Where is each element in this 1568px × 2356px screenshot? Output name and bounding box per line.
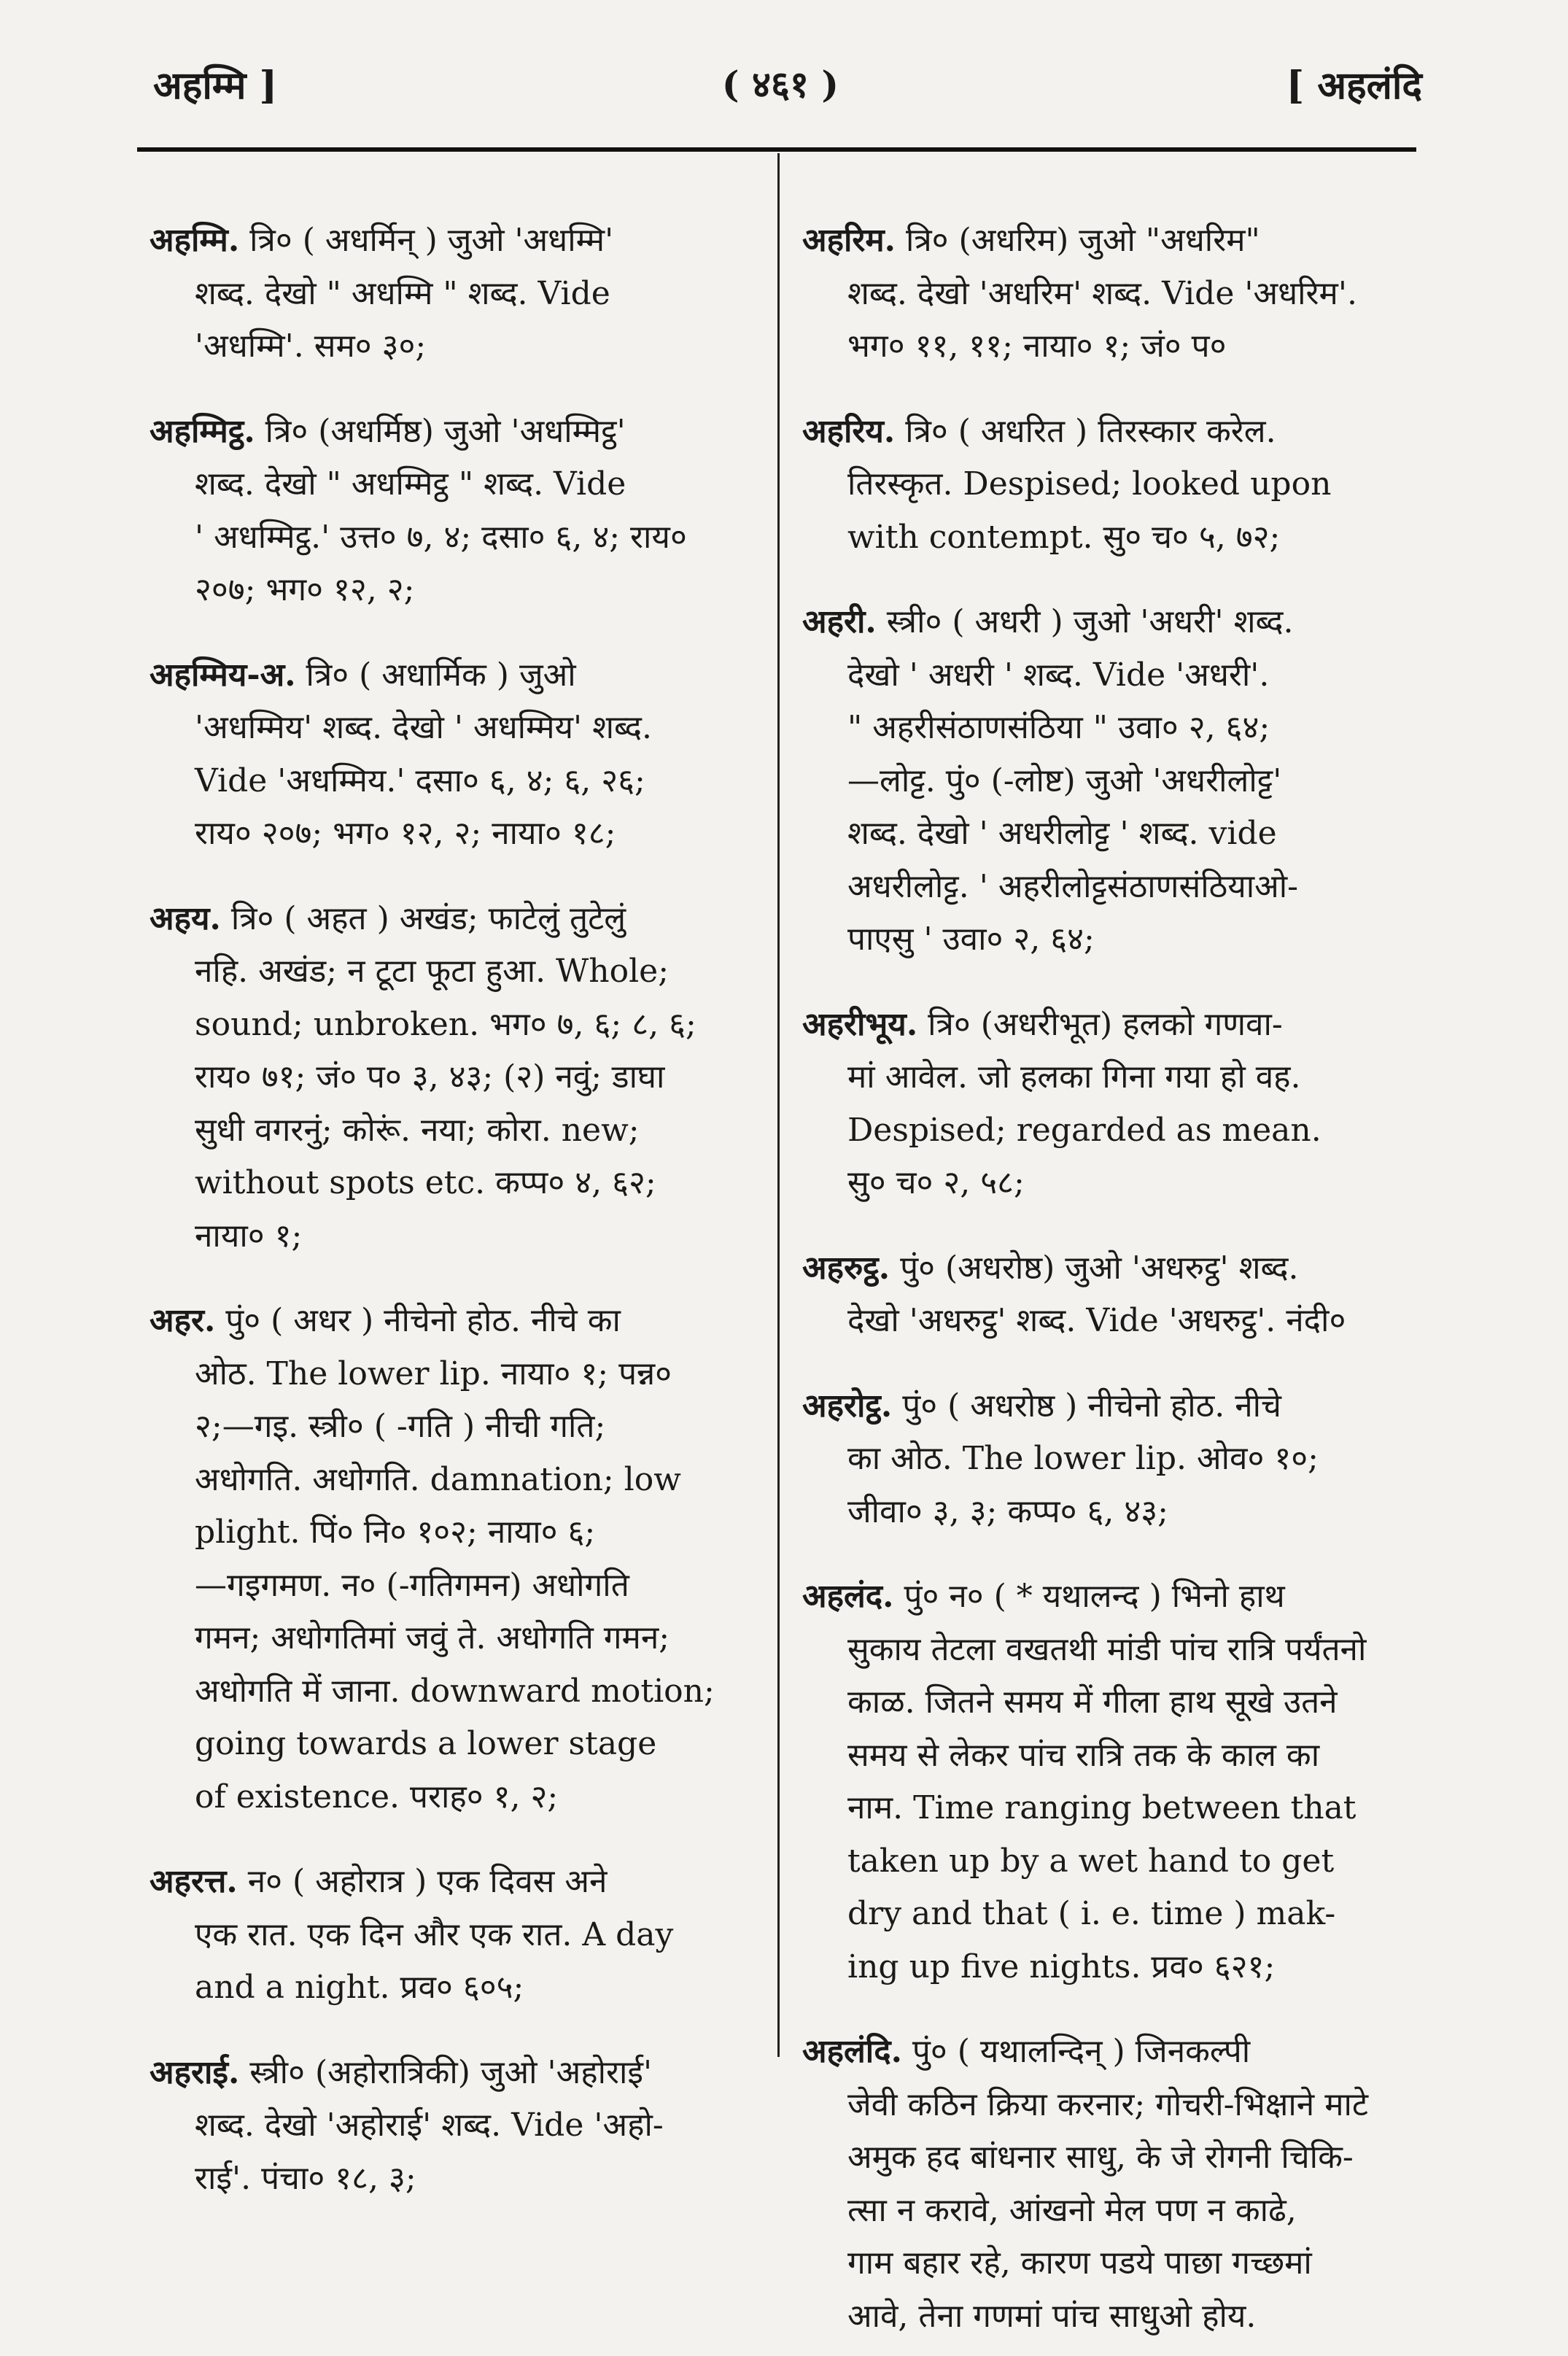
- entry-headword: अहरिम.: [802, 222, 896, 259]
- entry-headword: अहम्मिय-अ.: [150, 656, 296, 694]
- entry-headword: अहलंदि.: [802, 2033, 902, 2070]
- entry-text: त्रि० ( अधार्मिक ) जुओ 'अधम्मिय' शब्द. देखो ' अधम्मिय' शब्द. Vide 'अधम्मिय.' दसा० ६, ४; ६, २६; राय० २०७; भग० १२, २; नाया० १८;: [195, 656, 653, 852]
- header-left-guideword: अहम्मि ]: [153, 63, 278, 108]
- header-rule: [137, 147, 1416, 152]
- entry-headword: अहरुट्ठ.: [802, 1249, 890, 1287]
- dictionary-entry: [150, 1856, 755, 2015]
- entry-headword: अहरी.: [802, 603, 877, 640]
- dictionary-entry: [150, 406, 755, 617]
- entry-text: न० ( अहोरात्र ) एक दिवस अने एक रात. एक दिन और एक रात. A day and a night. प्रव० ६०५;: [195, 1863, 674, 2006]
- entry-headword: अहय.: [150, 899, 221, 937]
- dictionary-entry: [802, 1570, 1408, 1993]
- dictionary-entry: [802, 1380, 1408, 1539]
- entry-headword: अहरिय.: [802, 412, 896, 450]
- dictionary-entry: [150, 2047, 755, 2206]
- dictionary-entry: [802, 596, 1408, 966]
- dictionary-entry: [802, 406, 1408, 565]
- dictionary-entry: [802, 999, 1408, 1210]
- right-column: [802, 182, 1408, 2356]
- entry-headword: अहम्मिट्ठ.: [150, 412, 255, 450]
- dictionary-entry: [150, 214, 755, 373]
- entry-headword: अहम्मि.: [150, 222, 240, 259]
- entry-text: स्त्री० (अहोरात्रिकी) जुओ 'अहोराई' शब्द. देखो 'अहोराई' शब्द. Vide 'अहो- राई'. पंचा० १८, ३;: [195, 2053, 664, 2197]
- entry-text: त्रि० (अधरीभूत) हलको गणवा- मां आवेल. जो हलका गिना गया हो वह. Despised; regarded as mean. सु० च० २, ५८;: [847, 1005, 1321, 1201]
- entry-text: त्रि० (अधरिम) जुओ "अधरिम" शब्द. देखो 'अधरिम' शब्द. Vide 'अधरिम'. भग० ११, ११; नाया० १; जं० प०: [847, 222, 1357, 365]
- entry-headword: अहरत्त.: [150, 1863, 238, 1900]
- entry-text: पुं० (अधरोष्ठ) जुओ 'अधरुट्ठ' शब्द. देखो 'अधरुट्ठ' शब्द. Vide 'अधरुट्ठ'. नंदी०: [847, 1249, 1346, 1339]
- dictionary-entry: [150, 649, 755, 861]
- entry-headword: अहर.: [150, 1302, 216, 1339]
- page-number: ( ४६१ ): [721, 63, 839, 106]
- header-right-guideword: [ अहलंदि: [1286, 63, 1422, 108]
- dictionary-entry: [150, 893, 755, 1263]
- entry-text: त्रि० ( अधर्मिन् ) जुओ 'अधम्मि' शब्द. देखो " अधम्मि " शब्द. Vide 'अधम्मि'. सम० ३०;: [195, 222, 614, 365]
- entry-text: त्रि० (अधर्मिष्ठ) जुओ 'अधम्मिट्ठ' शब्द. देखो " अधम्मिट्ठ " शब्द. Vide ' अधम्मिट्ठ.' उत्त० ७, ४; दसा० ६, ४; राय० २०७; भग० १२, २;: [195, 412, 687, 608]
- entry-headword: अहराई.: [150, 2053, 240, 2091]
- dictionary-entry: [802, 2026, 1408, 2343]
- page-header: [139, 58, 1422, 117]
- dictionary-entry: [802, 214, 1408, 373]
- dictionary-entry: [802, 1242, 1408, 1348]
- entry-text: पुं० न० ( * यथालन्द ) भिनो हाथ सुकाय तेटला वखतथी मांडी पांच रात्रि पर्यंतनो काळ. जितने समय में गीला हाथ सूखे उतने समय से लेकर पांच रात्रि तक के काल का नाम. Time ranging between that taken up by a wet hand to get dry and that ( i. e. time ) mak- ing up five nights. प्रव० ६२१;: [847, 1578, 1367, 1985]
- entry-headword: अहरोट्ठ.: [802, 1387, 893, 1425]
- entry-text: पुं० ( यथालन्दिन् ) जिनकल्पी जेवी कठिन क्रिया करनार; गोचरी-भिक्षाने माटे अमुक हद बांधनार साधु, के जे रोगनी चिकि- त्सा न करावे, आंखनो मेल पण न काढे, गाम बहार रहे, कारण पडये पाछा गच्छमां आवे, तेना गणमां पांच साधुओ होय.: [847, 2033, 1369, 2335]
- entry-text: स्त्री० ( अधरी ) जुओ 'अधरी' शब्द. देखो ' अधरी ' शब्द. Vide 'अधरी'. " अहरीसंठाणसंठिया " उवा० २, ६४; —लोट्ट. पुं० (-लोष्ट) जुओ 'अधरीलोट्ट' शब्द. देखो ' अधरीलोट्ट ' शब्द. vide अधरीलोट्ट. ' अहरीलोट्टसंठाणसंठियाओ- पाएसु ' उवा० २, ६४;: [847, 603, 1298, 958]
- entry-text: पुं० ( अधर ) नीचेनो होठ. नीचे का ओठ. The lower lip. नाया० १; पन्न० २;—गइ. स्त्री० ( -गति ) नीची गति; अधोगति. अधोगति. damnation; low plight. पिं० नि० १०२; नाया० ६; —गइगमण. न० (-गतिगमन) अधोगति गमन; अधोगतिमां जवुं ते. अधोगति गमन; अधोगति में जाना. downward motion; going towards a lower stage of existence. पराह० १, २;: [195, 1302, 715, 1816]
- entry-text: त्रि० ( अहत ) अखंड; फाटेलुं तुटेलुं नहि. अखंड; न टूटा फूटा हुआ. Whole; sound; unbroken. भग० ७, ६; ८, ६; राय० ७१; जं० प० ३, ४३; (२) नवुं; डाघा सुधी वगरनुं; कोरूं. नया; कोरा. new; without spots etc. कप्प० ४, ६२; नाया० १;: [195, 899, 696, 1255]
- entry-text: त्रि० ( अधरित ) तिरस्कार करेल. तिरस्कृत. Despised; looked upon with contempt. सु० च० ५, ७२;: [847, 412, 1332, 556]
- entry-headword: अहरीभूय.: [802, 1005, 918, 1043]
- entry-headword: अहलंद.: [802, 1578, 894, 1615]
- left-column: [150, 182, 755, 2218]
- dictionary-entry: [150, 1295, 755, 1824]
- entry-text: पुं० ( अधरोष्ठ ) नीचेनो होठ. नीचे का ओठ. The lower lip. ओव० १०; जीवा० ३, ३; कप्प० ६, ४३;: [847, 1387, 1319, 1530]
- column-divider: [777, 153, 780, 2057]
